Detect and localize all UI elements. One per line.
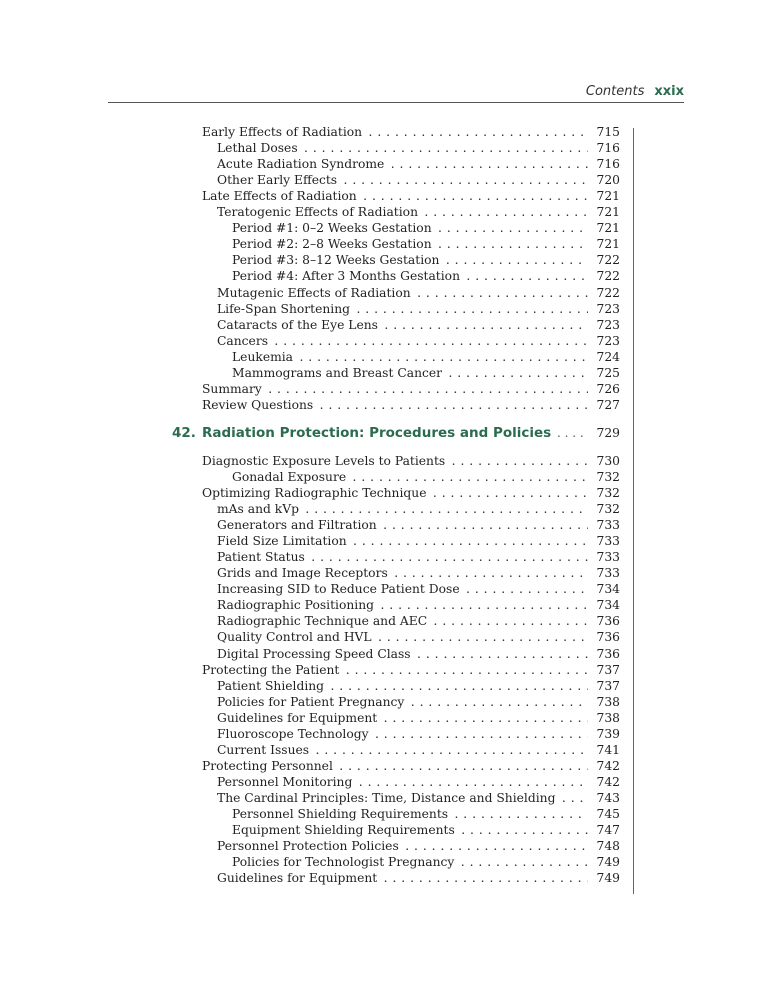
toc-entry-page: 721 <box>596 205 620 220</box>
toc-entry-page: 716 <box>596 157 620 172</box>
toc-entry-page: 724 <box>596 349 620 364</box>
toc-entry-label: Guidelines for Equipment <box>217 871 378 886</box>
toc-entry-leader <box>217 565 588 581</box>
toc-entry-leader <box>202 381 588 397</box>
toc-entry[interactable] <box>0 565 620 581</box>
toc-entry-page: 738 <box>596 710 620 725</box>
toc-entry-leader <box>202 124 588 140</box>
toc-entry-label: Guidelines for Equipment <box>217 710 378 725</box>
toc-entry-page: 736 <box>596 646 620 661</box>
toc-entry-leader <box>217 742 588 758</box>
toc-entry-label: Personnel Monitoring <box>217 774 353 789</box>
toc-entry-label: Optimizing Radiographic Technique <box>202 486 427 500</box>
toc-entry-page: 721 <box>596 189 620 204</box>
toc-entry-label: Radiographic Technique and AEC <box>217 614 428 629</box>
toc-entry[interactable] <box>0 285 620 301</box>
toc-entry-label: Late Effects of Radiation <box>202 189 357 204</box>
toc-entry[interactable] <box>0 156 620 172</box>
toc-entry-label: Grids and Image Receptors <box>217 566 388 581</box>
toc-entry-label: Patient Status <box>217 550 305 565</box>
toc-entry-leader <box>217 501 588 517</box>
running-head-page-number: xxix <box>654 84 684 99</box>
toc-entry-leader <box>217 870 588 886</box>
toc-entry-leader <box>217 774 588 790</box>
toc-entry-leader <box>202 758 588 774</box>
toc-entry-label: Fluoroscope Technology <box>217 726 369 741</box>
toc-entry-label: Generators and Filtration <box>217 518 377 533</box>
toc-entry[interactable] <box>0 268 620 284</box>
toc-entry-page: 722 <box>596 269 620 284</box>
toc-entry-label: Equipment Shielding Requirements <box>232 823 455 838</box>
toc-entry[interactable] <box>0 124 620 140</box>
toc-entry-label: Leukemia <box>232 349 294 364</box>
toc-entry-leader <box>217 140 588 156</box>
toc-entry[interactable] <box>0 710 620 726</box>
toc-entry-leader <box>217 646 588 662</box>
toc-entry-label: Summary <box>202 381 262 396</box>
toc-entry-leader <box>202 662 588 678</box>
toc-entry-label: Review Questions <box>202 397 314 412</box>
toc-entry-page: 733 <box>596 534 620 549</box>
toc-entry-label: Protecting the Patient <box>202 662 340 677</box>
toc-entry-label: Cataracts of the Eye Lens <box>217 317 378 332</box>
toc-entry-page: 723 <box>596 317 620 332</box>
toc-entry-page: 720 <box>596 173 620 188</box>
toc-entry-page: 734 <box>596 582 620 597</box>
toc-entry-page: 732 <box>596 502 620 517</box>
toc-entry[interactable] <box>0 533 620 549</box>
toc-entry[interactable] <box>0 453 620 469</box>
toc-entry-label: Period #4: After 3 Months Gestation <box>232 269 461 284</box>
chapter-title-leader <box>202 423 588 443</box>
toc-entry[interactable] <box>0 365 620 381</box>
toc-entry-label: Period #3: 8–12 Weeks Gestation <box>232 253 440 268</box>
toc-entry-page: 732 <box>596 469 620 484</box>
toc-entry-page: 749 <box>596 871 620 886</box>
toc-entry-leader <box>232 806 588 822</box>
toc-entry[interactable] <box>0 236 620 252</box>
toc-entry-page: 733 <box>596 550 620 565</box>
toc-entry-leader <box>232 220 588 236</box>
toc-entry-label: Quality Control and HVL <box>217 630 372 645</box>
toc-entry[interactable] <box>0 854 620 870</box>
toc-entry-leader <box>232 236 588 252</box>
toc-entry-leader <box>217 156 588 172</box>
toc-entry[interactable] <box>0 140 620 156</box>
toc-entry[interactable] <box>0 188 620 204</box>
toc-entry-label: Current Issues <box>217 742 310 757</box>
toc-entry-label: Acute Radiation Syndrome <box>217 157 385 172</box>
toc-entry-leader <box>217 597 588 613</box>
toc-entry-leader <box>232 822 588 838</box>
toc-entry-leader <box>217 172 588 188</box>
toc-entry-label: Gonadal Exposure <box>232 469 347 484</box>
chapter-heading[interactable] <box>0 423 620 443</box>
toc-entry[interactable] <box>0 838 620 854</box>
toc-entry-leader <box>217 285 588 301</box>
toc-entry-page: 723 <box>596 301 620 316</box>
toc-entry[interactable] <box>0 581 620 597</box>
toc-entry-leader <box>217 317 588 333</box>
toc-entry-leader <box>202 188 588 204</box>
toc-entry-page: 733 <box>596 518 620 533</box>
toc-entry-label: Policies for Technologist Pregnancy <box>232 855 455 870</box>
toc-entry-leader <box>217 678 588 694</box>
toc-entry[interactable] <box>0 742 620 758</box>
toc-entry-leader <box>232 268 588 284</box>
toc-entry-leader <box>217 581 588 597</box>
toc-entry[interactable] <box>0 790 620 806</box>
toc-entry-page: 721 <box>596 221 620 236</box>
toc-entry-leader <box>232 252 588 268</box>
toc-entry-page: 749 <box>596 855 620 870</box>
toc-entry-leader <box>217 838 588 854</box>
toc-entry[interactable] <box>0 381 620 397</box>
toc-entry-page: 742 <box>596 774 620 789</box>
toc-entry[interactable] <box>0 806 620 822</box>
toc-entry-label: Protecting Personnel <box>202 758 333 773</box>
toc-entry-leader <box>217 549 588 565</box>
toc-entry-leader <box>217 533 588 549</box>
toc-entry[interactable] <box>0 317 620 333</box>
toc-entry[interactable] <box>0 694 620 710</box>
toc-entry-leader <box>217 613 588 629</box>
toc-entry-leader <box>217 694 588 710</box>
toc-entry[interactable] <box>0 501 620 517</box>
toc-entry-page: 722 <box>596 253 620 268</box>
page-number-column-rule <box>633 128 634 894</box>
toc-entry-leader <box>217 517 588 533</box>
toc-entry-page: 715 <box>596 125 620 139</box>
toc-entry[interactable] <box>0 397 620 413</box>
chapter-number: 42. <box>172 424 196 441</box>
toc-entry-label: Diagnostic Exposure Levels to Patients <box>202 453 446 468</box>
toc-entry-label: Field Size Limitation <box>217 534 347 549</box>
toc-entry[interactable] <box>0 758 620 774</box>
toc-entry-leader <box>217 204 588 220</box>
toc-entry[interactable] <box>0 613 620 629</box>
toc-entry-label: Digital Processing Speed Class <box>217 646 411 661</box>
toc-entry[interactable] <box>0 662 620 678</box>
toc-entry[interactable] <box>0 333 620 349</box>
toc-entry[interactable] <box>0 301 620 317</box>
toc-entry-leader <box>217 333 588 349</box>
toc-entry-leader <box>232 854 588 870</box>
toc-entry-leader <box>217 301 588 317</box>
toc-entry[interactable] <box>0 870 620 886</box>
toc-entry-page: 742 <box>596 758 620 773</box>
toc-entry-leader <box>217 726 588 742</box>
toc-entry[interactable] <box>0 597 620 613</box>
toc-entry-page: 738 <box>596 694 620 709</box>
toc-entry-page: 725 <box>596 365 620 380</box>
toc-entry-label: Lethal Doses <box>217 141 298 156</box>
toc-entry-page: 748 <box>596 839 620 854</box>
toc-entry-page: 743 <box>596 790 620 805</box>
toc-entry[interactable] <box>0 774 620 790</box>
toc-entry[interactable] <box>0 549 620 565</box>
toc-entry[interactable] <box>0 822 620 838</box>
toc-entry-leader <box>217 629 588 645</box>
chapter-page: 729 <box>596 425 620 440</box>
toc-entry-leader <box>217 790 588 806</box>
toc-entry-leader <box>232 365 588 381</box>
toc-entry-leader <box>202 397 588 413</box>
toc-entry-leader <box>202 453 588 469</box>
toc-entry-label: The Cardinal Principles: Time, Distance and Shielding <box>217 790 556 805</box>
header-rule <box>108 102 684 103</box>
toc-entry-page: 722 <box>596 285 620 300</box>
toc-entry-page: 727 <box>596 397 620 412</box>
toc-entry-page: 723 <box>596 333 620 348</box>
toc-entry-label: Cancers <box>217 333 269 348</box>
toc-entry-label: Early Effects of Radiation <box>202 125 363 139</box>
toc-entry-page: 737 <box>596 678 620 693</box>
toc-entry-label: Increasing SID to Reduce Patient Dose <box>217 582 460 597</box>
toc-entry[interactable] <box>0 517 620 533</box>
toc-entry-label: Patient Shielding <box>217 678 325 693</box>
toc-entry-label: Policies for Patient Pregnancy <box>217 694 405 709</box>
toc-entry[interactable] <box>0 220 620 236</box>
toc-entry-page: 734 <box>596 598 620 613</box>
toc-entry[interactable] <box>0 726 620 742</box>
toc-entry-page: 745 <box>596 807 620 821</box>
toc-entry-leader <box>232 469 588 485</box>
toc-entry[interactable] <box>0 204 620 220</box>
toc-entry[interactable] <box>0 646 620 662</box>
toc-entry-page: 730 <box>596 453 620 468</box>
toc-entry-page: 736 <box>596 630 620 645</box>
toc-entry-label: Period #2: 2–8 Weeks Gestation <box>232 237 432 252</box>
toc-entry[interactable] <box>0 172 620 188</box>
toc-entry-page: 726 <box>596 381 620 396</box>
toc-entry-label: Period #1: 0–2 Weeks Gestation <box>232 221 432 236</box>
toc-entry-page: 733 <box>596 566 620 581</box>
toc-entry-label: Other Early Effects <box>217 173 338 188</box>
toc-entry-page: 732 <box>596 486 620 500</box>
toc-entry-page: 747 <box>596 823 620 838</box>
toc-entry-label: mAs and kVp <box>217 502 299 517</box>
toc-entry-page: 721 <box>596 237 620 252</box>
toc-entry[interactable] <box>0 485 620 501</box>
toc-entry[interactable] <box>0 629 620 645</box>
running-head-section: Contents <box>585 84 645 99</box>
toc-entry-label: Mammograms and Breast Cancer <box>232 365 443 380</box>
toc-entry-page: 736 <box>596 614 620 629</box>
toc-entry-leader <box>217 710 588 726</box>
toc-entry-page: 737 <box>596 662 620 677</box>
running-head <box>0 84 684 99</box>
toc-entry[interactable] <box>0 469 620 485</box>
toc-entry-label: Personnel Shielding Requirements <box>232 807 449 821</box>
toc-entry-page: 741 <box>596 742 620 757</box>
toc-entry[interactable] <box>0 349 620 365</box>
toc-entry-label: Personnel Protection Policies <box>217 839 399 854</box>
toc-entry-label: Life-Span Shortening <box>217 301 351 316</box>
toc-entry-label: Teratogenic Effects of Radiation <box>217 205 418 220</box>
toc-entry[interactable] <box>0 252 620 268</box>
toc-entry-label: Radiographic Positioning <box>217 598 375 613</box>
toc-entry-leader <box>232 349 588 365</box>
toc-entry-leader <box>202 485 588 501</box>
toc-entry[interactable] <box>0 678 620 694</box>
toc-entry-page: 739 <box>596 726 620 741</box>
chapter-title: Radiation Protection: Procedures and Policies <box>202 424 552 441</box>
toc-entry-page: 716 <box>596 141 620 156</box>
toc-entry-label: Mutagenic Effects of Radiation <box>217 285 411 300</box>
